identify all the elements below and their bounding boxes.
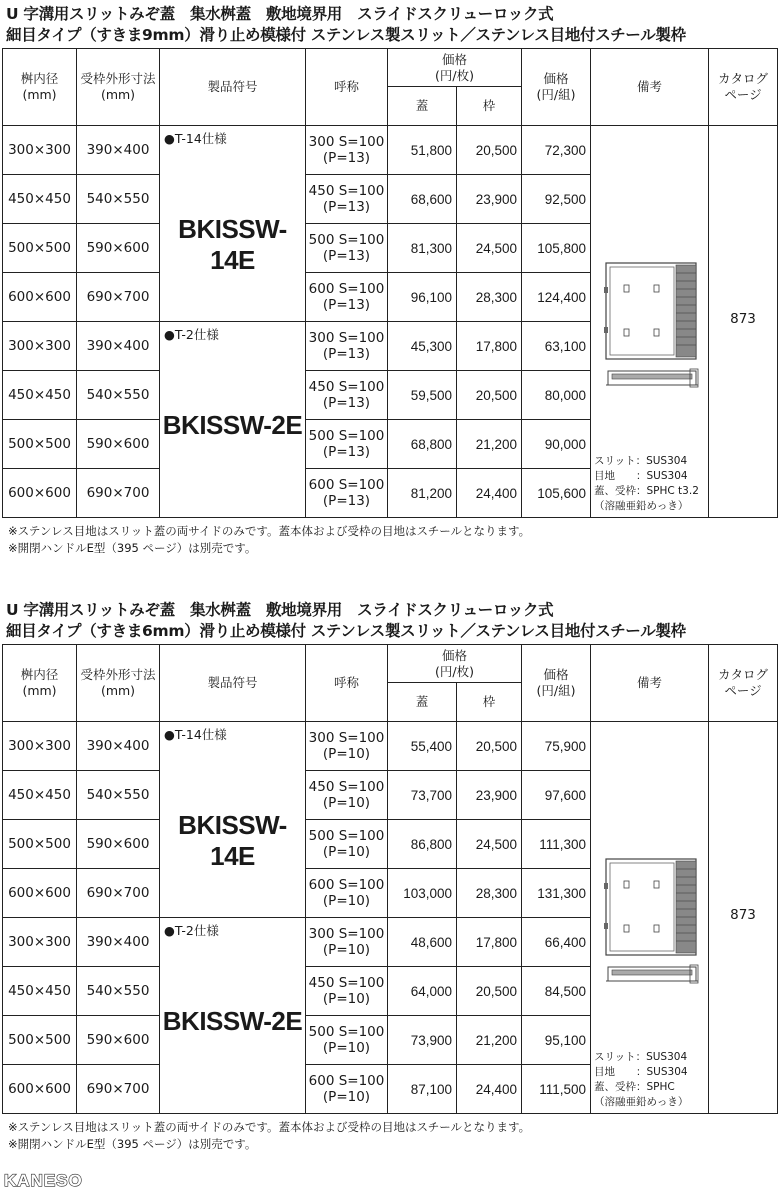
material-line: スリット：SUS304 (594, 1051, 688, 1063)
model-code: BKISSW-14E (178, 810, 287, 871)
price-frame: 24,400 (457, 469, 522, 518)
nominal: 300 S=100 (P=10) (306, 918, 388, 967)
inner-size: 500×500 (3, 820, 77, 869)
header-frame-size: 受枠外形寸法 (mm) (77, 645, 160, 722)
material-line: 目地 ：SUS304 (594, 470, 688, 482)
price-lid: 64,000 (388, 967, 457, 1016)
price-frame: 24,500 (457, 224, 522, 273)
price-frame: 20,500 (457, 371, 522, 420)
price-lid: 103,000 (388, 869, 457, 918)
spec-label: ●T-14仕様 (164, 131, 227, 146)
inner-size: 500×500 (3, 224, 77, 273)
material-line: 目地 ：SUS304 (594, 1066, 688, 1078)
price-table (2, 48, 778, 518)
footnote: ※ステンレス目地はスリット蓋の両サイドのみです。蓋本体および受枠の目地はスチールとなります。 (8, 524, 531, 538)
price-set: 111,300 (522, 820, 591, 869)
inner-size: 300×300 (3, 126, 77, 175)
nominal: 300 S=100 (P=13) (306, 322, 388, 371)
price-set: 80,000 (522, 371, 591, 420)
price-frame: 20,500 (457, 126, 522, 175)
inner-size: 450×450 (3, 175, 77, 224)
spec-label: ●T-2仕様 (164, 327, 219, 342)
material-notes (594, 1050, 688, 1110)
price-set: 92,500 (522, 175, 591, 224)
price-lid: 59,500 (388, 371, 457, 420)
kaneso-logo (4, 1171, 83, 1191)
header-inner-size: 桝内径 (mm) (3, 49, 77, 126)
frame-size: 390×400 (77, 126, 160, 175)
footnote: ※開閉ハンドルE型（395 ページ）は別売です。 (8, 541, 257, 555)
frame-size: 590×600 (77, 1016, 160, 1065)
price-set: 124,400 (522, 273, 591, 322)
header-model: 製品符号 (160, 645, 306, 722)
price-frame: 21,200 (457, 1016, 522, 1065)
price-frame: 23,900 (457, 175, 522, 224)
frame-size: 690×700 (77, 469, 160, 518)
header-inner-size: 桝内径 (mm) (3, 645, 77, 722)
nominal: 600 S=100 (P=13) (306, 469, 388, 518)
nominal: 300 S=100 (P=10) (306, 722, 388, 771)
nominal: 450 S=100 (P=13) (306, 371, 388, 420)
inner-size: 500×500 (3, 420, 77, 469)
price-lid: 86,800 (388, 820, 457, 869)
price-lid: 73,900 (388, 1016, 457, 1065)
footnote: ※ステンレス目地はスリット蓋の両サイドのみです。蓋本体および受枠の目地はスチールとなります。 (8, 1120, 531, 1134)
spec-label: ●T-2仕様 (164, 923, 219, 938)
inner-size: 300×300 (3, 918, 77, 967)
model-code: BKISSW-2E (162, 1006, 303, 1036)
price-frame: 23,900 (457, 771, 522, 820)
frame-size: 390×400 (77, 722, 160, 771)
price-frame: 28,300 (457, 869, 522, 918)
inner-size: 600×600 (3, 1065, 77, 1114)
price-set: 66,400 (522, 918, 591, 967)
price-lid: 48,600 (388, 918, 457, 967)
remarks-cell (591, 126, 709, 518)
material-line: 蓋、受枠：SPHC (594, 1081, 675, 1093)
price-lid: 45,300 (388, 322, 457, 371)
model-code: BKISSW-14E (178, 214, 287, 275)
nominal: 500 S=100 (P=10) (306, 1016, 388, 1065)
header-catalog-page: カタログ ページ (709, 49, 778, 126)
frame-size: 390×400 (77, 322, 160, 371)
header-price-set: 価格 (円/組) (522, 49, 591, 126)
model-cell (160, 722, 306, 918)
inner-size: 500×500 (3, 1016, 77, 1065)
nominal: 600 S=100 (P=10) (306, 1065, 388, 1114)
inner-size: 450×450 (3, 967, 77, 1016)
price-lid: 51,800 (388, 126, 457, 175)
inner-size: 300×300 (3, 722, 77, 771)
price-frame: 24,500 (457, 820, 522, 869)
header-nominal: 呼称 (306, 645, 388, 722)
price-set: 111,500 (522, 1065, 591, 1114)
nominal: 500 S=100 (P=13) (306, 224, 388, 273)
price-set: 84,500 (522, 967, 591, 1016)
inner-size: 600×600 (3, 469, 77, 518)
material-line: 蓋、受枠：SPHC t3.2 (594, 485, 699, 497)
header-nominal: 呼称 (306, 49, 388, 126)
price-set: 72,300 (522, 126, 591, 175)
section-title-line2: 細目タイプ（すきま6mm）滑り止め模様付 ステンレス製スリット／ステンレス目地付スチール製枠 (6, 622, 686, 640)
frame-size: 590×600 (77, 820, 160, 869)
frame-size: 690×700 (77, 869, 160, 918)
inner-size: 450×450 (3, 371, 77, 420)
section-title-line1: U 字溝用スリットみぞ蓋 集水桝蓋 敷地境界用 スライドスクリューロック式 (6, 601, 554, 619)
model-cell (160, 918, 306, 1114)
frame-size: 390×400 (77, 918, 160, 967)
price-set: 95,100 (522, 1016, 591, 1065)
inner-size: 300×300 (3, 322, 77, 371)
price-frame: 20,500 (457, 722, 522, 771)
material-notes (594, 454, 699, 514)
remarks-cell (591, 722, 709, 1114)
header-frame: 枠 (457, 683, 522, 722)
header-frame-size: 受枠外形寸法 (mm) (77, 49, 160, 126)
section-title-line1: U 字溝用スリットみぞ蓋 集水桝蓋 敷地境界用 スライドスクリューロック式 (6, 5, 554, 23)
price-set: 90,000 (522, 420, 591, 469)
header-frame: 枠 (457, 87, 522, 126)
nominal: 600 S=100 (P=13) (306, 273, 388, 322)
frame-size: 540×550 (77, 175, 160, 224)
nominal: 300 S=100 (P=13) (306, 126, 388, 175)
header-price-each: 価格 (円/枚) (388, 645, 522, 683)
frame-size: 590×600 (77, 224, 160, 273)
header-remarks: 備考 (591, 645, 709, 722)
material-line: スリット：SUS304 (594, 455, 688, 467)
header-lid: 蓋 (388, 87, 457, 126)
frame-size: 540×550 (77, 371, 160, 420)
frame-size: 590×600 (77, 420, 160, 469)
model-cell (160, 322, 306, 518)
section-title-line2: 細目タイプ（すきま9mm）滑り止め模様付 ステンレス製スリット／ステンレス目地付スチール製枠 (6, 26, 686, 44)
header-price-each: 価格 (円/枚) (388, 49, 522, 87)
logo-text: KANESO (4, 1171, 83, 1190)
slit-cover-drawing (604, 857, 704, 1002)
price-set: 75,900 (522, 722, 591, 771)
price-lid: 96,100 (388, 273, 457, 322)
frame-size: 540×550 (77, 771, 160, 820)
footnote: ※開閉ハンドルE型（395 ページ）は別売です。 (8, 1137, 257, 1151)
price-frame: 28,300 (457, 273, 522, 322)
price-set: 131,300 (522, 869, 591, 918)
table-row (3, 722, 778, 771)
price-lid: 81,300 (388, 224, 457, 273)
inner-size: 450×450 (3, 771, 77, 820)
header-price-set: 価格 (円/組) (522, 645, 591, 722)
table-row (3, 126, 778, 175)
price-lid: 81,200 (388, 469, 457, 518)
nominal: 600 S=100 (P=10) (306, 869, 388, 918)
header-catalog-page: カタログ ページ (709, 645, 778, 722)
inner-size: 600×600 (3, 869, 77, 918)
nominal: 450 S=100 (P=10) (306, 967, 388, 1016)
spec-label: ●T-14仕様 (164, 727, 227, 742)
price-set: 97,600 (522, 771, 591, 820)
price-frame: 17,800 (457, 918, 522, 967)
nominal: 450 S=100 (P=13) (306, 175, 388, 224)
nominal: 500 S=100 (P=13) (306, 420, 388, 469)
price-frame: 17,800 (457, 322, 522, 371)
price-lid: 73,700 (388, 771, 457, 820)
slit-cover-drawing (604, 261, 704, 406)
price-lid: 87,100 (388, 1065, 457, 1114)
nominal: 450 S=100 (P=10) (306, 771, 388, 820)
catalog-page: 873 (709, 722, 778, 1114)
price-lid: 68,800 (388, 420, 457, 469)
price-frame: 20,500 (457, 967, 522, 1016)
price-frame: 21,200 (457, 420, 522, 469)
header-model: 製品符号 (160, 49, 306, 126)
price-set: 63,100 (522, 322, 591, 371)
material-line: （溶融亜鉛めっき） (594, 500, 689, 512)
frame-size: 690×700 (77, 273, 160, 322)
price-lid: 55,400 (388, 722, 457, 771)
inner-size: 600×600 (3, 273, 77, 322)
header-remarks: 備考 (591, 49, 709, 126)
model-code: BKISSW-2E (162, 410, 303, 440)
frame-size: 540×550 (77, 967, 160, 1016)
price-frame: 24,400 (457, 1065, 522, 1114)
price-set: 105,600 (522, 469, 591, 518)
catalog-page: 873 (709, 126, 778, 518)
model-cell (160, 126, 306, 322)
frame-size: 690×700 (77, 1065, 160, 1114)
material-line: （溶融亜鉛めっき） (594, 1096, 689, 1108)
price-table (2, 644, 778, 1114)
price-lid: 68,600 (388, 175, 457, 224)
nominal: 500 S=100 (P=10) (306, 820, 388, 869)
price-set: 105,800 (522, 224, 591, 273)
header-lid: 蓋 (388, 683, 457, 722)
